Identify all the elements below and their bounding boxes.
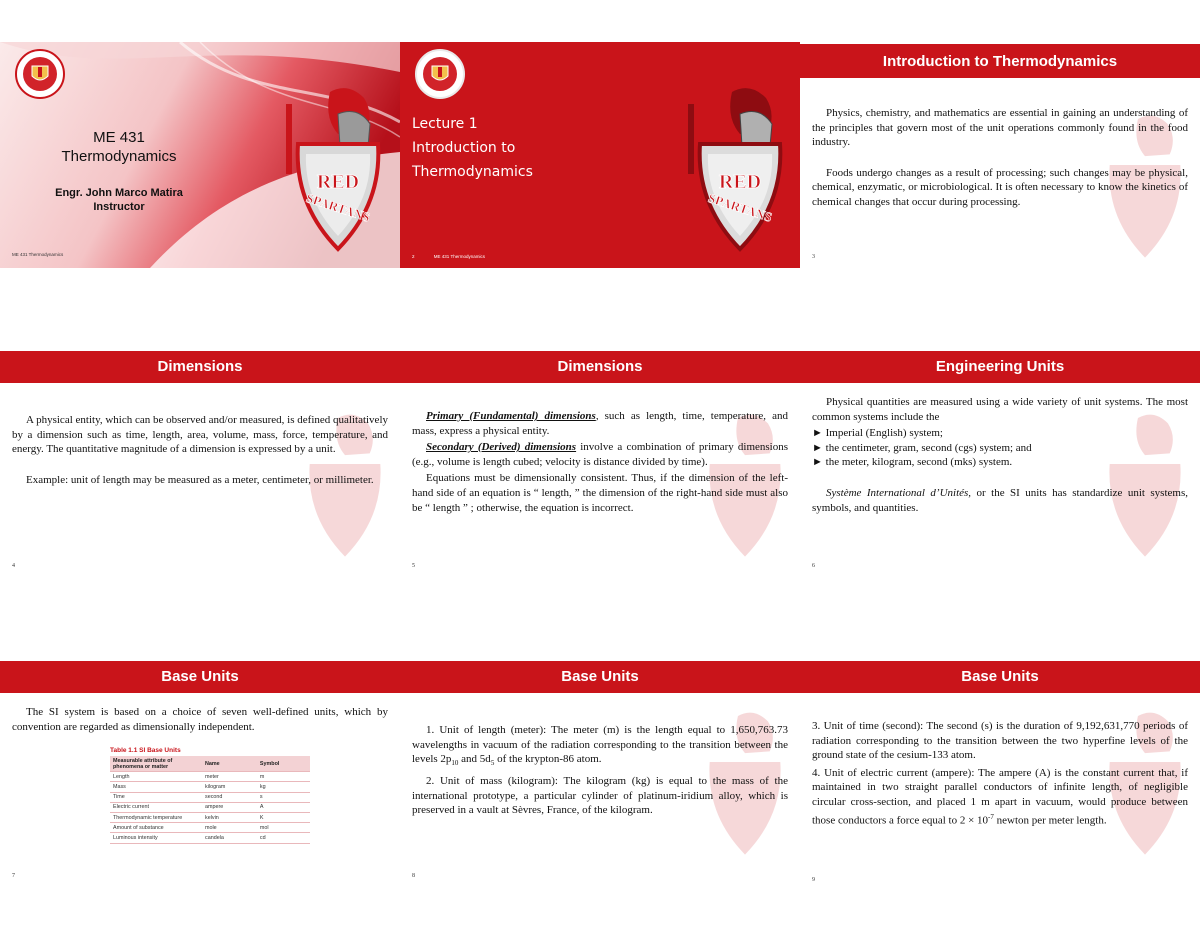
secondary-dimensions-term: Secondary (Derived) dimensions	[426, 441, 577, 454]
slide-header: Dimensions	[400, 351, 800, 383]
table-cell: mol	[257, 823, 310, 833]
paragraph-primary	[412, 409, 788, 438]
paragraph-meter	[412, 723, 788, 771]
slide-body	[412, 723, 788, 820]
table-cell: A	[257, 802, 310, 812]
table-cell: Mass	[110, 782, 202, 792]
svg-text:RED: RED	[718, 171, 762, 193]
lecture-title-line1: Introduction to	[412, 140, 516, 156]
slide-body	[812, 719, 1188, 830]
slide-body	[12, 413, 388, 489]
subscript: 5	[490, 759, 495, 768]
slide-number: 3	[812, 254, 815, 260]
university-seal-logo	[12, 48, 68, 100]
table-cell: Thermodynamic temperature	[110, 812, 202, 822]
slide-body	[412, 409, 788, 517]
table-row	[110, 823, 310, 833]
paragraph-secondary	[412, 440, 788, 469]
slide-6-engineering-units	[800, 351, 1200, 577]
slide-body	[12, 705, 388, 736]
paragraph: The SI system is based on a choice of seven well-defined units, which by convention are regarded as dimensionally independent.	[12, 706, 388, 733]
table-cell: mole	[202, 823, 257, 833]
superscript: -7	[988, 812, 994, 821]
table-cell: meter	[202, 772, 257, 782]
paragraph-ampere	[812, 766, 1188, 828]
paragraph: Example: unit of length may be measured as a meter, centimeter, or millimeter.	[26, 473, 374, 486]
paragraph: Physical quantities are measured using a wide variety of unit systems. The most common systems include the	[812, 396, 1188, 423]
table-cell: candela	[202, 833, 257, 843]
table-cell: ampere	[202, 802, 257, 812]
paragraph: Physics, chemistry, and mathematics are essential in gaining an understanding of the principles that govern most of the unit operations commonly found in the food industry.	[812, 107, 1188, 149]
red-spartans-mascot-logo	[680, 84, 800, 254]
slide-footer: ME 431 Thermodynamics	[12, 252, 64, 257]
table-cell: K	[257, 812, 310, 822]
subscript: 10	[451, 759, 459, 768]
table-cell: Luminous intensity	[110, 833, 202, 843]
bullet-item: ► Imperial (English) system;	[812, 427, 943, 440]
table-cell: kg	[257, 782, 310, 792]
text: 4. Unit of electric current (ampere): The ampere (A) is the constant current that, if maintained in two straight parallel conductors of infinite length, of negligible circular cross-section, and placed 1 m apart in vacuum, would produce between those conductors a force equal to 2 × 10	[812, 766, 1188, 827]
table-cell: Time	[110, 792, 202, 802]
slide-body	[812, 395, 1188, 517]
svg-text:SPARTANS: SPARTANS	[304, 190, 372, 225]
slide-number: 7	[12, 873, 15, 879]
text: of the krypton-86 atom.	[494, 753, 602, 766]
slide-8-base-units	[400, 661, 800, 887]
table-cell: kelvin	[202, 812, 257, 822]
course-name: Thermodynamics	[61, 148, 177, 165]
slide-number: 9	[812, 877, 815, 883]
slide-header: Base Units	[0, 661, 400, 693]
paragraph-si	[812, 486, 1188, 515]
slide-1-title	[0, 42, 400, 268]
primary-dimensions-term: Primary (Fundamental) dimensions	[426, 410, 596, 422]
paragraph: Foods undergo changes as a result of processing; such changes may be physical, chemical, enzymatic, or microbiological. It is often necessary to know the kinetics of chemical changes that occur during processing.	[812, 166, 1188, 208]
lecture-title-line2: Thermodynamics	[412, 164, 533, 180]
text: and 5d	[458, 753, 491, 766]
svg-text:SPARTANS: SPARTANS	[706, 190, 774, 225]
slide-number: 6	[812, 563, 815, 569]
si-base-units-table	[110, 747, 310, 844]
slide-9-base-units	[800, 661, 1200, 887]
secondary-dimensions-text: involve a combination of primary dimensions (e.g., volume is length cubed; velocity is distance divided by time).	[412, 441, 789, 468]
text: 1. Unit of length (meter): The meter (m) is the length equal to 1,650,763.73 wavelengths in vacuum of the radiation corresponding to the transition between the levels 2p	[412, 724, 788, 766]
table-cell: Length	[110, 772, 202, 782]
paragraph: A physical entity, which can be observed and/or measured, is defined qualitatively by a dimension such as time, length, area, volume, mass, force, temperature, and energy. The quantitative magnitude of a dimension is expressed by a unit.	[12, 414, 388, 456]
table-cell: m	[257, 772, 310, 782]
slide-header: Dimensions	[0, 351, 400, 383]
table-header-row	[110, 756, 310, 772]
slide-number: 8	[412, 873, 415, 879]
table-row	[110, 812, 310, 822]
table-row	[110, 802, 310, 812]
lecture-number: Lecture 1	[412, 116, 478, 132]
table-cell: second	[202, 792, 257, 802]
table-cell: Amount of substance	[110, 823, 202, 833]
svg-text:RED: RED	[316, 171, 360, 193]
slide-header: Introduction to Thermodynamics	[800, 44, 1200, 78]
table-header-cell: Symbol	[257, 756, 310, 772]
slide-body	[812, 106, 1188, 212]
paragraph: Equations must be dimensionally consistent. Thus, if the dimension of the left-hand side of an equation is “ length, ” the dimension of the right-hand side must also be “ length ” ; otherwise, the equation is incorrect.	[412, 472, 788, 514]
slide-header: Base Units	[400, 661, 800, 693]
table-row	[110, 833, 310, 843]
slide-footer: ME 431 Thermodynamics	[433, 254, 485, 259]
table-caption: Table 1.1 SI Base Units	[110, 747, 181, 754]
si-text: or the SI units has standardize unit systems, symbols, and quantities.	[812, 486, 1188, 514]
slide-3-introduction	[800, 42, 1200, 268]
slide-header: Base Units	[800, 661, 1200, 693]
slide-5-dimensions	[400, 351, 800, 577]
slide-number: 5	[412, 563, 415, 569]
si-term: Système International d’Unités,	[826, 486, 972, 499]
text: newton per meter length.	[993, 814, 1107, 827]
university-seal-logo	[412, 48, 468, 100]
slide-2-lecture-title	[400, 42, 800, 268]
table-cell: cd	[257, 833, 310, 843]
table-cell: Electric current	[110, 802, 202, 812]
bullet-item: ► the meter, kilogram, second (mks) system.	[812, 456, 1013, 469]
slide-header: Engineering Units	[800, 351, 1200, 383]
table-header-cell: Measurable attribute of phenomena or matter	[110, 756, 202, 772]
table-row	[110, 792, 310, 802]
instructor-name: Engr. John Marco Matira	[55, 187, 183, 199]
paragraph-kilogram: 2. Unit of mass (kilogram): The kilogram (kg) is equal to the mass of the international prototype, a particular cylinder of platinum-iridium alloy, which is preserved in a vault at Sèvres, France, of the kilogram.	[412, 774, 788, 817]
slide-7-base-units	[0, 661, 400, 887]
slide-number: 4	[12, 563, 15, 569]
table-header-cell: Name	[202, 756, 257, 772]
table-cell: kilogram	[202, 782, 257, 792]
slide-number: 2	[412, 254, 415, 259]
slide-4-dimensions	[0, 351, 400, 577]
course-code: ME 431	[93, 129, 145, 146]
paragraph-second: 3. Unit of time (second): The second (s) is the duration of 9,192,631,770 periods of radiation corresponding to the transition between the two hyperfine levels of the ground state of the cesium-133 atom.	[812, 720, 1188, 762]
bullet-item: ► the centimeter, gram, second (cgs) system; and	[812, 441, 1032, 454]
primary-dimensions-text: , such as length, time, temperature, and mass, express a physical entity.	[412, 410, 788, 437]
red-spartans-mascot-logo	[278, 84, 398, 254]
instructor-role: Instructor	[93, 201, 145, 213]
table-cell: s	[257, 792, 310, 802]
table-row	[110, 782, 310, 792]
table-row	[110, 772, 310, 782]
